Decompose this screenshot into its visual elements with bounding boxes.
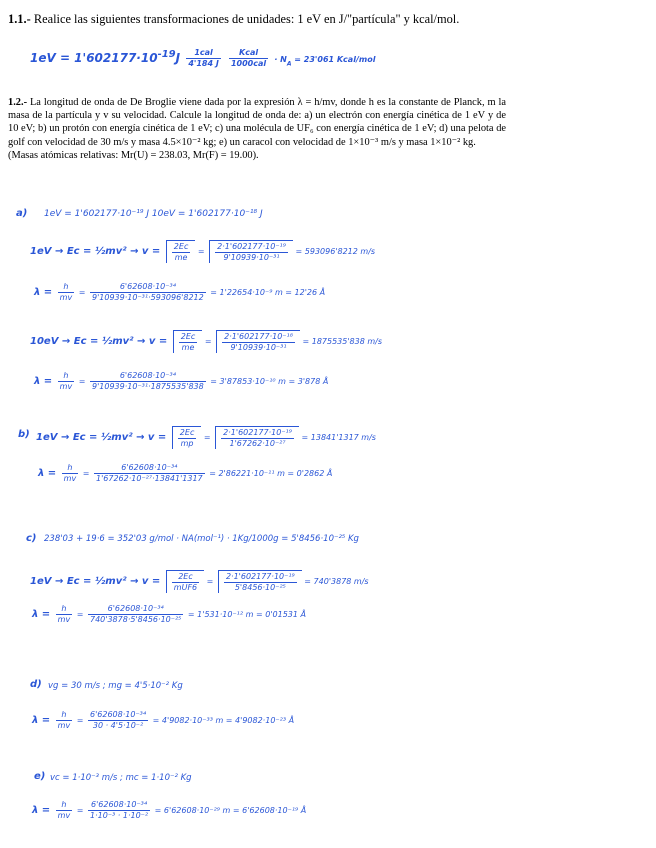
hw-1-1-frac1 [186, 48, 220, 69]
problem-1-1-number: 1.1.- [8, 12, 31, 26]
hw-b-lrn: 6'62608·10⁻³⁴ [94, 463, 205, 474]
hw-1-1-lhs: 1eV = 1'602177·10 [30, 51, 158, 65]
hw-a-lam1-rn: 6'62608·10⁻³⁴ [90, 282, 206, 293]
hw-e-given: vc = 1·10⁻³ m/s ; mc = 1·10⁻² Kg [50, 773, 192, 783]
hw-c-lam: λ = $\frac{h}{mv}$ = $\frac{\text{6'62608·10⁻³⁴}}{\text{740'3878·5'8456·10⁻²⁵}}$ = 1'531·10⁻¹² m = 0'01531 Å [32, 604, 306, 624]
hw-b-lam-result: = 2'86221·10⁻¹¹ m = 0'2862 Å [206, 469, 333, 478]
hw-d-lrn: 6'62608·10⁻³⁴ [90, 710, 147, 719]
hw-c-result: = 740'3878 m/s [301, 577, 369, 586]
hw-1-1-tail: · N [274, 55, 287, 64]
hw-c-ev: 1eV → Ec = ½mv² → v = $\frac{2Ec}{\text{mUF6}}$ = $\frac{\text{2·1'602177·10⁻¹⁹}}{\text{5'8456·10⁻²⁵}}$ = 740'3878 m/s [30, 572, 369, 592]
hw-1-1-conversion [30, 48, 375, 69]
hw-d-fn: h [56, 710, 73, 721]
hw-a-lam1-lhs: λ = [34, 287, 56, 298]
hw-c-fn: h [56, 604, 73, 615]
hw-a-ev1-sqd: me [174, 253, 188, 262]
hw-a-ev10-sqn: 2Ec [180, 332, 196, 341]
hw-b-lrd: 1'67262·10⁻²⁷·13841'1317 [96, 474, 203, 483]
hw-1-1-frac2 [229, 48, 268, 69]
hw-a-lam1-result: = 1'22654·10⁻⁹ m = 12'26 Å [207, 288, 326, 297]
hw-a-lam1-rd: 9'10939·10⁻³¹·593096'8212 [92, 293, 204, 302]
hw-a-label: a) [16, 208, 28, 219]
hw-a-ev1-rd: 9'10939·10⁻³¹ [223, 253, 280, 262]
hw-d-fd: mv [57, 721, 71, 730]
hw-a-ev10-lhs: 10eV → Ec = ½mv² → v = [30, 336, 171, 347]
problem-1-2 [8, 96, 506, 162]
hw-c-label: c) [26, 533, 37, 544]
hw-a-line0: 1eV = 1'602177·10⁻¹⁹ J 10eV = 1'602177·10⁻¹⁸ J [44, 209, 263, 219]
hw-1-1-f2n: Kcal [229, 48, 268, 59]
hw-a-ev1: 1eV → Ec = ½mv² → v = $\frac{2Ec}{me}$ = $\frac{\text{2·1'602177·10⁻¹⁹}}{\text{9'10939·10⁻³¹}}$ = 593096'8212 m/s [30, 242, 376, 262]
hw-1-1-f1n: 1cal [186, 48, 220, 59]
hw-a-lam1: λ = $\frac{h}{mv}$ = $\frac{\text{6'62608·10⁻³⁴}}{\text{9'10939·10⁻³¹·593096'8212}}$ = 1'22654·10⁻⁹ m = 12'26 Å [34, 282, 326, 302]
problem-1-1-text: Realice las siguientes transformaciones de unidades: 1 eV en J/"partícula" y kcal/mol. [30, 12, 460, 26]
hw-c-lam-lhs: λ = [32, 609, 54, 620]
hw-a-ev10-rd: 9'10939·10⁻³¹ [230, 343, 287, 352]
hw-e-lam-result: = 6'62608·10⁻²⁹ m = 6'62608·10⁻¹⁹ Å [152, 806, 307, 815]
hw-b-lam: λ = $\frac{h}{mv}$ = $\frac{\text{6'62608·10⁻³⁴}}{\text{1'67262·10⁻²⁷·13841'1317}}$ = 2'86221·10⁻¹¹ m = 0'2862 Å [38, 463, 333, 483]
hw-c-lrd: 740'3878·5'8456·10⁻²⁵ [90, 615, 182, 624]
hw-c-sqn: 2Ec [172, 572, 199, 583]
hw-a-ev1-result: = 593096'8212 m/s [292, 247, 376, 256]
hw-e-lrn: 6'62608·10⁻³⁴ [88, 800, 150, 811]
problem-1-2-text: La longitud de onda de De Broglie viene dada por la expresión λ = h/mv, donde h es la constante de Planck, m la masa de la partícula y v su velocidad. Calcule la longitud de onda de: a) un electrón con energía cinética de 1 eV y de 10 eV; b) un protón con energía cinética de 1 eV; c) una molécula de UF₆ con energía cinética de 1 eV; d) una pelota de golf con velocidad de 30 m/s y masa 4.5×10⁻² kg; e) un caracol con velocidad de 1×10⁻³ m/s y masa 1×10⁻² kg. [8, 97, 506, 148]
hw-a-ev1-rn: 2·1'602177·10⁻¹⁹ [217, 242, 286, 251]
hw-a-ev1-sqn: 2Ec [173, 242, 189, 251]
hw-e-fn: h [56, 800, 73, 811]
hw-a-ev10: 10eV → Ec = ½mv² → v = $\frac{2Ec}{me}$ = $\frac{\text{2·1'602177·10⁻¹⁸}}{\text{9'10939·10⁻³¹}}$ = 1875535'838 m/s [30, 332, 383, 352]
hw-1-1-f1d: 4'184 J [188, 59, 219, 68]
hw-c-ev-lhs: 1eV → Ec = ½mv² → v = [30, 576, 164, 587]
hw-d-lam-result: = 4'9082·10⁻³³ m = 4'9082·10⁻²³ Å [150, 716, 295, 725]
hw-e-fd: mv [57, 811, 71, 820]
hw-b-ev: 1eV → Ec = ½mv² → v = $\frac{2Ec}{mp}$ = $\frac{\text{2·1'602177·10⁻¹⁹}}{\text{1'67262·10⁻²⁷}}$ = 13841'1317 m/s [36, 428, 376, 448]
hw-b-rn: 2·1'602177·10⁻¹⁹ [223, 428, 292, 437]
hw-c-lrn: 6'62608·10⁻³⁴ [88, 604, 183, 615]
problem-1-2-masses: (Masas atómicas relativas: Mr(U) = 238.03, Mr(F) = 19.00). [8, 149, 259, 161]
hw-c-rn: 2·1'602177·10⁻¹⁹ [225, 572, 295, 581]
hw-a-ev10-result: = 1875535'838 m/s [299, 337, 383, 346]
problem-1-1 [8, 12, 628, 27]
hw-e-label: e) [34, 771, 46, 782]
hw-b-fn: h [62, 463, 79, 474]
hw-a-lam1-fn: h [58, 282, 75, 293]
hw-a-lam1-fd: mv [59, 293, 73, 302]
hw-a-lam10-rd: 9'10939·10⁻³¹·1875535'838 [92, 382, 204, 391]
hw-a-ev1-lhs: 1eV → Ec = ½mv² → v = [30, 246, 164, 257]
hw-b-sqn: 2Ec [179, 428, 195, 437]
hw-b-lam-lhs: λ = [38, 468, 60, 479]
problem-1-2-number: 1.2.- [8, 97, 28, 108]
hw-e-lam: λ = $\frac{h}{mv}$ = $\frac{\text{6'62608·10⁻³⁴}}{\text{1·10⁻³ · 1·10⁻²}}$ = 6'62608·10⁻²⁹ m = 6'62608·10⁻¹⁹ Å [32, 800, 307, 820]
hw-c-lam-result: = 1'531·10⁻¹² m = 0'01531 Å [185, 610, 306, 619]
hw-a-lam10-result: = 3'87853·10⁻¹⁰ m = 3'878 Å [207, 377, 329, 386]
hw-1-1-exp: -19 [157, 49, 176, 60]
hw-d-lrd: 30 · 4'5·10⁻² [92, 721, 144, 730]
hw-e-lam-lhs: λ = [32, 805, 54, 816]
hw-d-lam: λ = $\frac{h}{mv}$ = $\frac{\text{6'62608·10⁻³⁴}}{\text{30 · 4'5·10⁻²}}$ = 4'9082·10⁻³³ m = 4'9082·10⁻²³ Å [32, 710, 295, 730]
hw-c-fd: mv [57, 615, 71, 624]
hw-b-ev-lhs: 1eV → Ec = ½mv² → v = [36, 432, 170, 443]
hw-b-sqd: mp [180, 439, 194, 448]
hw-b-label: b) [18, 429, 30, 440]
hw-1-1-j: J [175, 51, 181, 65]
hw-d-lam-lhs: λ = [32, 715, 54, 726]
hw-b-result: = 13841'1317 m/s [298, 433, 376, 442]
hw-a-lam10-fd: mv [59, 382, 73, 391]
hw-1-1-f2d: 1000cal [230, 59, 267, 68]
hw-a-lam10: λ = $\frac{h}{mv}$ = $\frac{\text{6'62608·10⁻³⁴}}{\text{9'10939·10⁻³¹·1875535'838}}$ = 3'87853·10⁻¹⁰ m = 3'878 Å [34, 371, 329, 391]
hw-a-lam10-rn: 6'62608·10⁻³⁴ [90, 371, 206, 382]
hw-a-lam10-lhs: λ = [34, 376, 56, 387]
hw-a-ev10-sqd: me [181, 343, 195, 352]
hw-c-sqd: mUF6 [173, 583, 198, 592]
hw-a-lam10-fn: h [58, 371, 75, 382]
hw-1-1-tailsub: A [286, 60, 292, 68]
hw-d-given: vg = 30 m/s ; mg = 4'5·10⁻² Kg [48, 681, 183, 691]
hw-c-mass: 238'03 + 19·6 = 352'03 g/mol · NA(mol⁻¹) · 1Kg/1000g = 5'8456·10⁻²⁵ Kg [44, 534, 359, 544]
hw-d-label: d) [30, 679, 42, 690]
hw-1-1-result: = 23'061 Kcal/mol [291, 55, 376, 64]
hw-b-rd: 1'67262·10⁻²⁷ [229, 439, 286, 448]
hw-a-ev10-rn: 2·1'602177·10⁻¹⁸ [224, 332, 293, 341]
hw-e-lrd: 1·10⁻³ · 1·10⁻² [90, 811, 149, 820]
hw-c-rd: 5'8456·10⁻²⁵ [234, 583, 286, 592]
hw-b-fd: mv [63, 474, 77, 483]
